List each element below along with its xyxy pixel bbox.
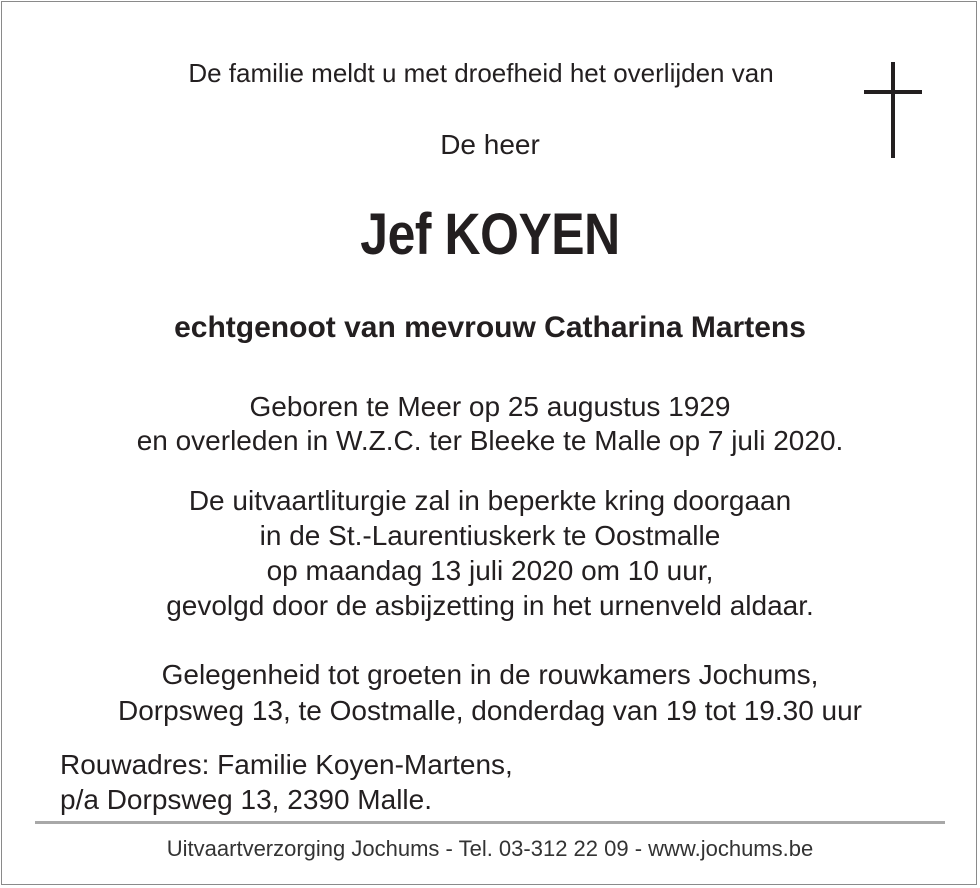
footer-text: Uitvaartverzorging Jochums - Tel. 03-312 22 09 - www.jochums.be — [166, 836, 814, 861]
funeral-line-1: De uitvaartliturgie zal in beperkte kring doorgaan — [188, 485, 792, 516]
funeral-line-3: op maandag 13 juli 2020 om 10 uur, — [266, 555, 714, 586]
funeral-line-2: in de St.-Laurentiuskerk te Oostmalle — [259, 520, 721, 551]
address-line-2: p/a Dorpsweg 13, 2390 Malle. — [60, 784, 432, 815]
birth-line-2: en overleden in W.Z.C. ter Bleeke te Malle op 7 juli 2020. — [136, 425, 844, 456]
deceased-title: De heer — [440, 129, 540, 160]
footer-divider — [35, 821, 945, 824]
intro-text: De familie meldt u met droefheid het overlijden van — [188, 58, 774, 88]
funeral-line-4: gevolgd door de asbijzetting in het urnenveld aldaar. — [166, 590, 814, 621]
visitation-line-1: Gelegenheid tot groeten in de rouwkamers Jochums, — [161, 659, 819, 690]
deceased-name: Jef KOYEN — [360, 202, 620, 267]
address-line-1: Rouwadres: Familie Koyen-Martens, — [60, 749, 513, 780]
spouse-text: echtgenoot van mevrouw Catharina Martens — [174, 311, 806, 344]
visitation-line-2: Dorpsweg 13, te Oostmalle, donderdag van 19 tot 19.30 uur — [117, 695, 863, 726]
birth-line-1: Geboren te Meer op 25 augustus 1929 — [249, 391, 731, 422]
